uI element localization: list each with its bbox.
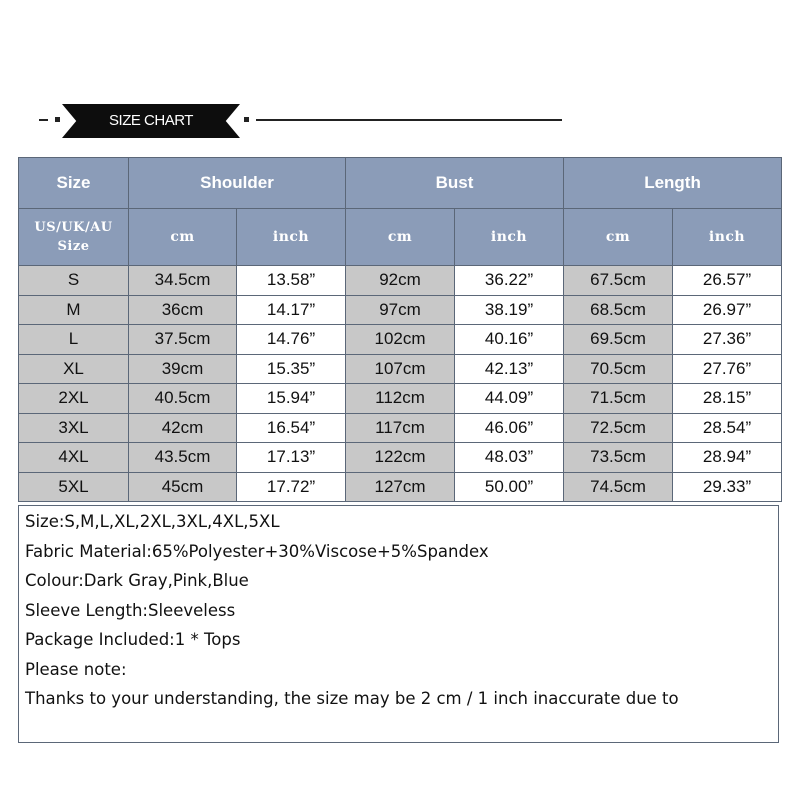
cell-bust-cm: 122cm [346,443,455,473]
banner-title: SIZE CHART [109,112,193,129]
table-row [19,325,782,355]
subheader-shoulder-inch: inch [237,209,346,266]
table-row [19,384,782,414]
cell-length-inch: 29.33” [673,472,782,502]
table-row [19,413,782,443]
cell-shoulder-inch: 15.94” [237,384,346,414]
info-note-heading: Please note: [25,660,127,679]
product-info-box [18,505,779,743]
cell-shoulder-cm: 42cm [129,413,237,443]
cell-bust-cm: 102cm [346,325,455,355]
cell-bust-cm: 112cm [346,384,455,414]
header-size: Size [19,158,129,209]
info-fabric: Fabric Material:65%Polyester+30%Viscose+5%Spandex [25,542,489,561]
cell-shoulder-cm: 45cm [129,472,237,502]
cell-length-cm: 72.5cm [564,413,673,443]
subheader-length-cm: cm [564,209,673,266]
cell-bust-inch: 40.16” [455,325,564,355]
table-row [19,266,782,296]
cell-length-cm: 74.5cm [564,472,673,502]
cell-length-inch: 28.15” [673,384,782,414]
info-sleeve: Sleeve Length:Sleeveless [25,601,236,620]
cell-bust-inch: 48.03” [455,443,564,473]
subheader-bust-inch: inch [455,209,564,266]
table-row [19,354,782,384]
header-shoulder: Shoulder [129,158,346,209]
cell-bust-inch: 38.19” [455,295,564,325]
cell-bust-inch: 44.09” [455,384,564,414]
cell-shoulder-inch: 17.13” [237,443,346,473]
cell-length-cm: 70.5cm [564,354,673,384]
cell-size: M [19,295,129,325]
cell-length-inch: 27.76” [673,354,782,384]
table-row [19,472,782,502]
size-chart-table [18,157,782,502]
cell-length-cm: 67.5cm [564,266,673,296]
cell-bust-inch: 50.00” [455,472,564,502]
cell-length-cm: 68.5cm [564,295,673,325]
cell-size: 5XL [19,472,129,502]
cell-size: XL [19,354,129,384]
subheader-shoulder-cm: cm [129,209,237,266]
cell-bust-inch: 42.13” [455,354,564,384]
cell-shoulder-cm: 36cm [129,295,237,325]
cell-size: 2XL [19,384,129,414]
table-row [19,443,782,473]
table-row [19,295,782,325]
cell-shoulder-inch: 13.58” [237,266,346,296]
cell-shoulder-inch: 15.35” [237,354,346,384]
banner-rule [256,119,562,121]
cell-bust-cm: 127cm [346,472,455,502]
cell-bust-cm: 97cm [346,295,455,325]
banner-dot-right [244,117,249,122]
subheader-size-line2: Size [57,239,90,254]
cell-bust-inch: 36.22” [455,266,564,296]
subheader-length-inch: inch [673,209,782,266]
size-chart-banner [0,96,800,146]
cell-bust-cm: 117cm [346,413,455,443]
cell-length-inch: 27.36” [673,325,782,355]
cell-length-inch: 26.57” [673,266,782,296]
cell-size: 3XL [19,413,129,443]
banner-dot-left [55,117,60,122]
cell-shoulder-inch: 17.72” [237,472,346,502]
subheader-size-line1: US/UK/AU [34,220,113,235]
cell-length-inch: 26.97” [673,295,782,325]
banner-dash-left [39,119,48,121]
info-colour: Colour:Dark Gray,Pink,Blue [25,571,249,590]
cell-length-inch: 28.54” [673,413,782,443]
subheader-row [19,209,782,266]
cell-length-inch: 28.94” [673,443,782,473]
cell-shoulder-cm: 43.5cm [129,443,237,473]
size-chart-body [19,266,782,502]
info-sizes: Size:S,M,L,XL,2XL,3XL,4XL,5XL [25,512,280,531]
header-bust: Bust [346,158,564,209]
cell-bust-inch: 46.06” [455,413,564,443]
cell-shoulder-cm: 39cm [129,354,237,384]
header-length: Length [564,158,782,209]
cell-length-cm: 69.5cm [564,325,673,355]
cell-shoulder-cm: 40.5cm [129,384,237,414]
cell-size: S [19,266,129,296]
cell-size: 4XL [19,443,129,473]
info-note-text: Thanks to your understanding, the size may be 2 cm / 1 inch inaccurate due to [25,689,679,708]
cell-length-cm: 73.5cm [564,443,673,473]
cell-length-cm: 71.5cm [564,384,673,414]
cell-shoulder-cm: 37.5cm [129,325,237,355]
cell-shoulder-inch: 16.54” [237,413,346,443]
header-row [19,158,782,209]
subheader-size [19,209,129,266]
cell-bust-cm: 92cm [346,266,455,296]
cell-shoulder-inch: 14.76” [237,325,346,355]
cell-bust-cm: 107cm [346,354,455,384]
info-package: Package Included:1 * Tops [25,630,241,649]
cell-shoulder-inch: 14.17” [237,295,346,325]
subheader-bust-cm: cm [346,209,455,266]
cell-shoulder-cm: 34.5cm [129,266,237,296]
cell-size: L [19,325,129,355]
